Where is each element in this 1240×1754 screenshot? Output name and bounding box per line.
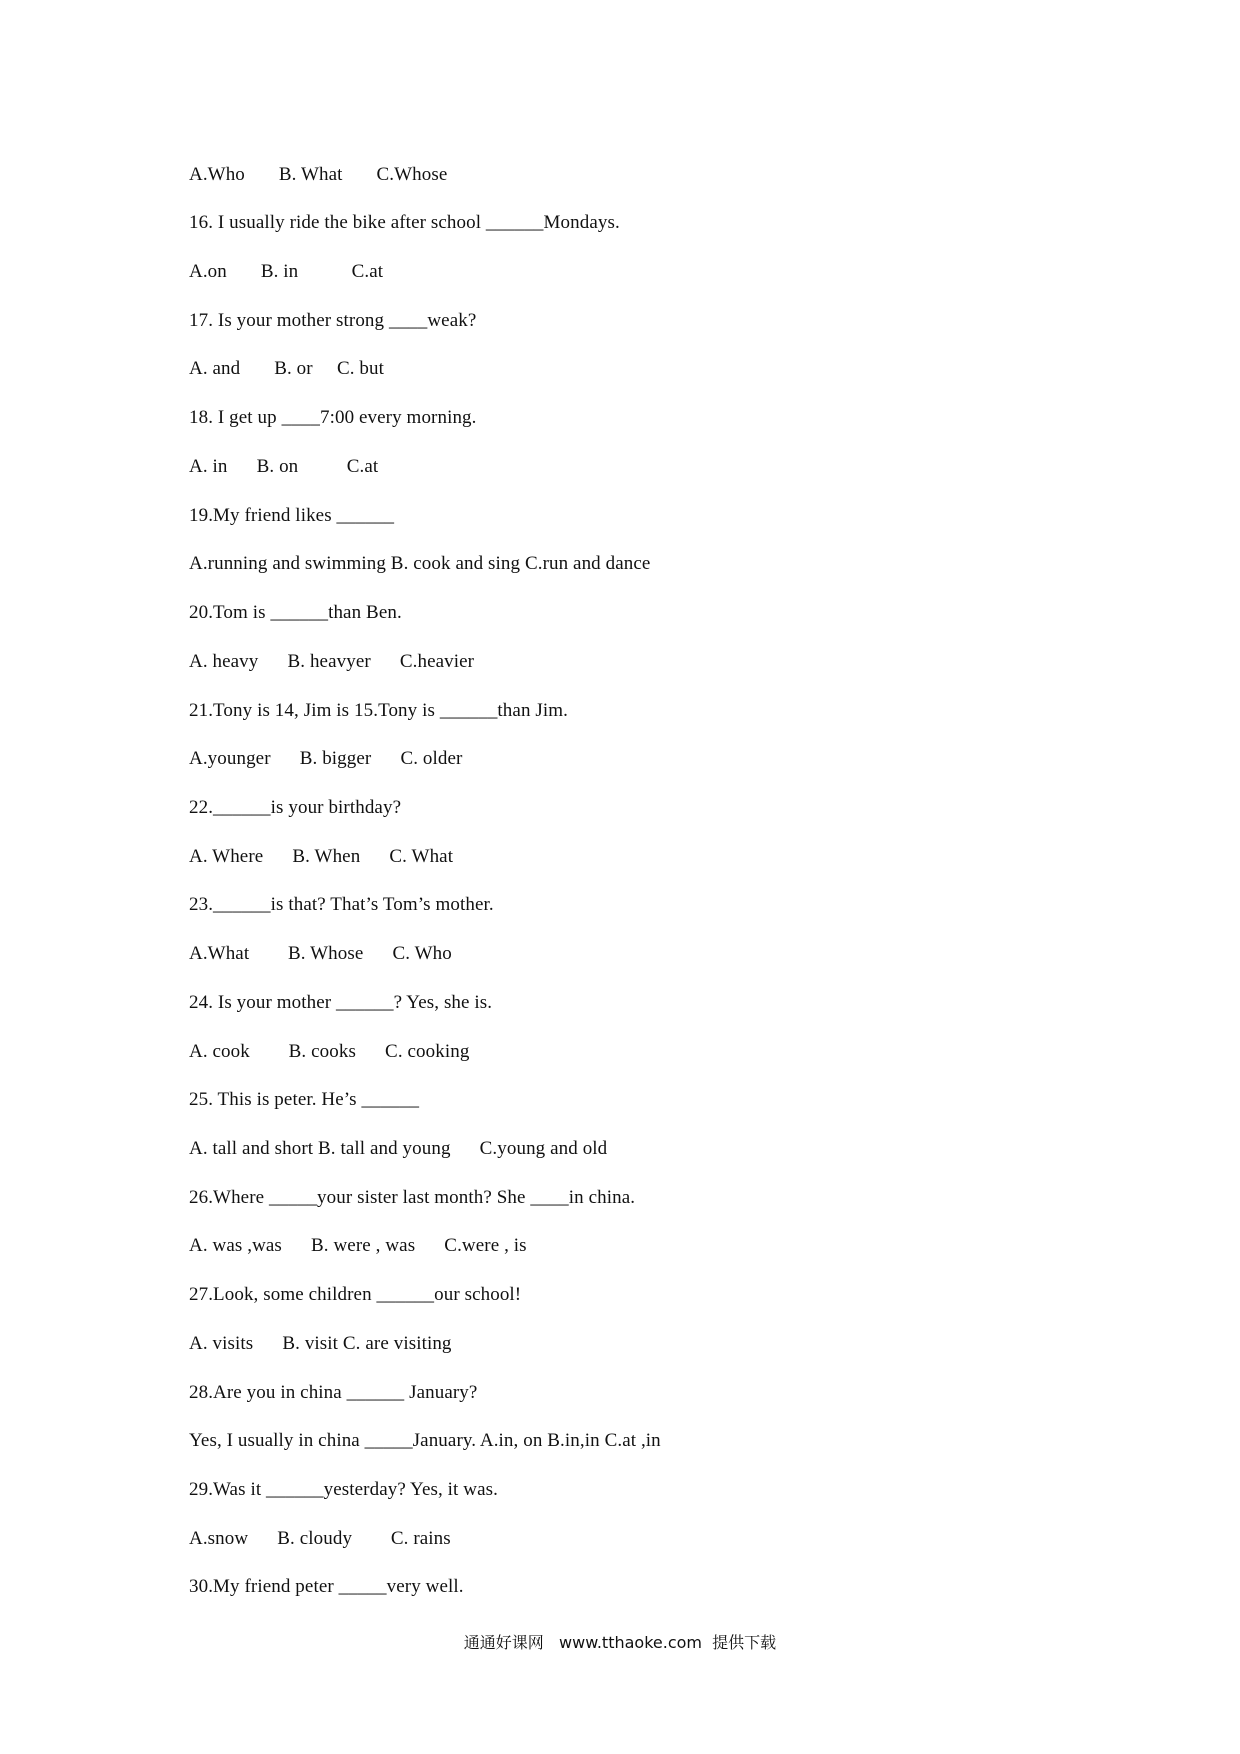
question-16: 16. I usually ride the bike after school ______Mondays.: [189, 212, 620, 233]
answer-options-23: A.What B. Whose C. Who: [189, 943, 452, 964]
answer-line-28: Yes, I usually in china _____January. A.in, on B.in,in C.at ,in: [189, 1430, 661, 1451]
question-18: 18. I get up ____7:00 every morning.: [189, 407, 477, 428]
answer-options-18: A. in B. on C.at: [189, 456, 379, 477]
question-26: 26.Where _____your sister last month? She ____in china.: [189, 1187, 636, 1208]
question-25: 25. This is peter. He’s ______: [189, 1089, 420, 1110]
answer-options-25: A. tall and short B. tall and young C.young and old: [189, 1138, 608, 1159]
question-17: 17. Is your mother strong ____weak?: [189, 310, 477, 331]
answer-options-17: A. and B. or C. but: [189, 358, 385, 379]
question-29: 29.Was it ______yesterday? Yes, it was.: [189, 1479, 498, 1500]
answer-options-27: A. visits B. visit C. are visiting: [189, 1333, 452, 1354]
answer-options-19: A.running and swimming B. cook and sing C.run and dance: [189, 553, 651, 574]
answer-options-21: A.younger B. bigger C. older: [189, 748, 463, 769]
page-footer: 通通好课网 www.tthaoke.com 提供下载: [463, 1633, 777, 1652]
answer-options-24: A. cook B. cooks C. cooking: [189, 1041, 470, 1062]
question-30: 30.My friend peter _____very well.: [189, 1576, 464, 1597]
question-22: 22.______is your birthday?: [189, 797, 402, 818]
answer-options-22: A. Where B. When C. What: [189, 846, 454, 867]
answer-options-15: A.Who B. What C.Whose: [189, 164, 448, 185]
question-19: 19.My friend likes ______: [189, 505, 395, 526]
question-23: 23.______is that? That’s Tom’s mother.: [189, 894, 494, 915]
question-24: 24. Is your mother ______? Yes, she is.: [189, 992, 493, 1013]
answer-options-16: A.on B. in C.at: [189, 261, 384, 282]
question-27: 27.Look, some children ______our school!: [189, 1284, 522, 1305]
question-21: 21.Tony is 14, Jim is 15.Tony is ______than Jim.: [189, 700, 568, 721]
answer-options-29: A.snow B. cloudy C. rains: [189, 1528, 451, 1549]
answer-options-20: A. heavy B. heavyer C.heavier: [189, 651, 475, 672]
answer-options-26: A. was ,was B. were , was C.were , is: [189, 1235, 527, 1256]
question-20: 20.Tom is ______than Ben.: [189, 602, 402, 623]
question-28: 28.Are you in china ______ January?: [189, 1382, 478, 1403]
